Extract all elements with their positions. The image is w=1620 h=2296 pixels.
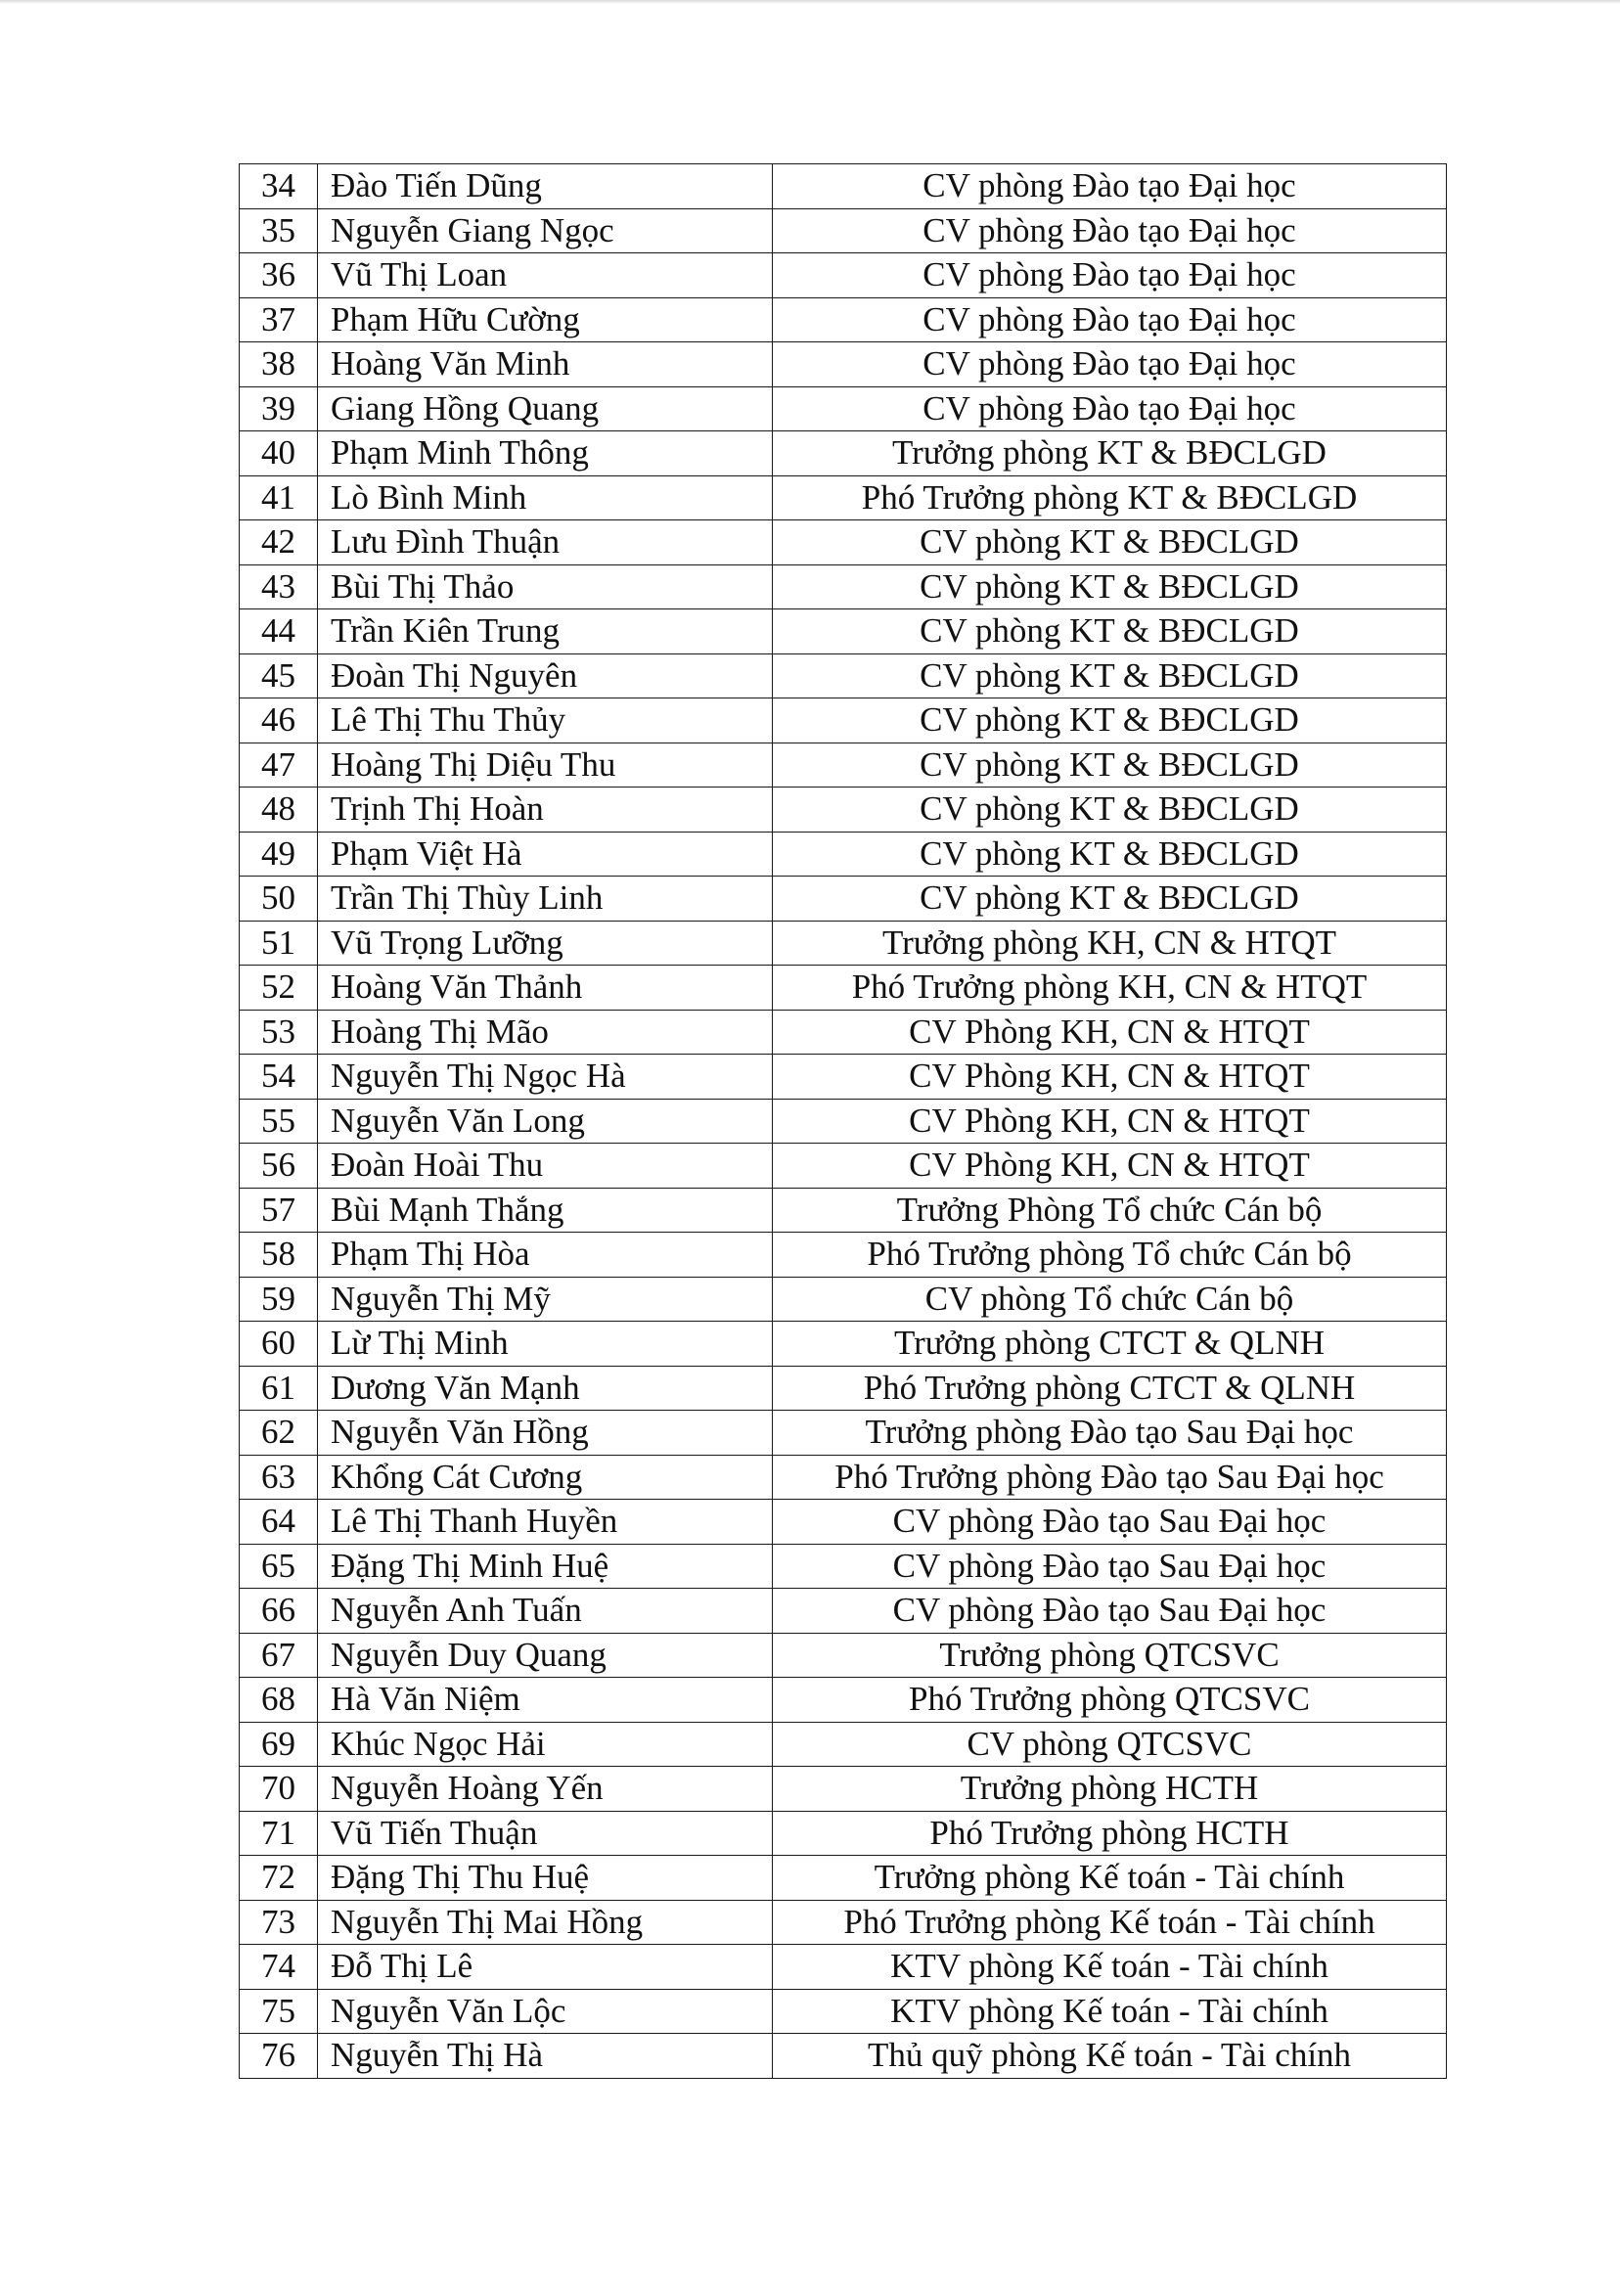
staff-position: Phó Trưởng phòng KH, CN & HTQT <box>773 966 1447 1011</box>
staff-name: Vũ Trọng Lưỡng <box>318 921 773 966</box>
row-number: 42 <box>240 520 318 565</box>
table-row <box>240 921 1447 966</box>
table-row <box>240 1099 1447 1144</box>
row-number: 36 <box>240 253 318 298</box>
row-number: 65 <box>240 1544 318 1589</box>
row-number: 39 <box>240 386 318 431</box>
row-number: 70 <box>240 1767 318 1812</box>
row-number: 72 <box>240 1856 318 1901</box>
table-row <box>240 1188 1447 1233</box>
table-row <box>240 609 1447 654</box>
staff-position: CV Phòng KH, CN & HTQT <box>773 1010 1447 1055</box>
staff-position: CV phòng KT & BĐCLGD <box>773 877 1447 922</box>
row-number: 51 <box>240 921 318 966</box>
staff-name: Lừ Thị Minh <box>318 1322 773 1367</box>
table-row <box>240 297 1447 342</box>
row-number: 67 <box>240 1633 318 1678</box>
staff-position: Trưởng phòng HCTH <box>773 1767 1447 1812</box>
table-row <box>240 1144 1447 1189</box>
table-row <box>240 966 1447 1011</box>
staff-name: Phạm Việt Hà <box>318 832 773 877</box>
staff-position: CV phòng Đào tạo Sau Đại học <box>773 1544 1447 1589</box>
staff-position: Trưởng phòng KT & BĐCLGD <box>773 431 1447 476</box>
table-row <box>240 877 1447 922</box>
staff-name: Nguyễn Thị Mỹ <box>318 1277 773 1322</box>
staff-name: Giang Hồng Quang <box>318 386 773 431</box>
table-row <box>240 475 1447 520</box>
staff-name: Khúc Ngọc Hải <box>318 1722 773 1767</box>
row-number: 60 <box>240 1322 318 1367</box>
table-row <box>240 653 1447 698</box>
row-number: 58 <box>240 1233 318 1278</box>
staff-position: Phó Trưởng phòng QTCSVC <box>773 1678 1447 1723</box>
staff-name: Lò Bình Minh <box>318 475 773 520</box>
row-number: 46 <box>240 698 318 743</box>
table-row <box>240 788 1447 833</box>
staff-position: CV phòng Đào tạo Sau Đại học <box>773 1589 1447 1634</box>
staff-position: Phó Trưởng phòng Đào tạo Sau Đại học <box>773 1455 1447 1500</box>
row-number: 59 <box>240 1277 318 1322</box>
table-row <box>240 431 1447 476</box>
staff-position: Trưởng phòng QTCSVC <box>773 1633 1447 1678</box>
table-row <box>240 564 1447 609</box>
staff-table-body <box>240 164 1447 2079</box>
table-row <box>240 342 1447 387</box>
staff-name: Vũ Tiến Thuận <box>318 1811 773 1856</box>
staff-name: Nguyễn Giang Ngọc <box>318 208 773 253</box>
staff-position: Phó Trưởng phòng CTCT & QLNH <box>773 1366 1447 1411</box>
staff-table <box>239 163 1447 2079</box>
table-row <box>240 1811 1447 1856</box>
table-row <box>240 1767 1447 1812</box>
staff-position: KTV phòng Kế toán - Tài chính <box>773 1945 1447 1990</box>
staff-position: Trưởng phòng Đào tạo Sau Đại học <box>773 1411 1447 1456</box>
staff-position: CV Phòng KH, CN & HTQT <box>773 1099 1447 1144</box>
row-number: 64 <box>240 1500 318 1545</box>
table-row <box>240 1010 1447 1055</box>
table-row <box>240 1500 1447 1545</box>
staff-name: Bùi Thị Thảo <box>318 564 773 609</box>
staff-position: Phó Trưởng phòng Tổ chức Cán bộ <box>773 1233 1447 1278</box>
staff-name: Đỗ Thị Lê <box>318 1945 773 1990</box>
staff-position: CV phòng QTCSVC <box>773 1722 1447 1767</box>
staff-position: Trưởng phòng Kế toán - Tài chính <box>773 1856 1447 1901</box>
row-number: 52 <box>240 966 318 1011</box>
staff-position: Phó Trưởng phòng KT & BĐCLGD <box>773 475 1447 520</box>
staff-position: CV Phòng KH, CN & HTQT <box>773 1144 1447 1189</box>
row-number: 76 <box>240 2034 318 2079</box>
staff-name: Nguyễn Duy Quang <box>318 1633 773 1678</box>
table-row <box>240 698 1447 743</box>
staff-position: Thủ quỹ phòng Kế toán - Tài chính <box>773 2034 1447 2079</box>
table-row <box>240 2034 1447 2079</box>
row-number: 37 <box>240 297 318 342</box>
row-number: 55 <box>240 1099 318 1144</box>
staff-position: CV phòng Đào tạo Đại học <box>773 253 1447 298</box>
staff-position: CV phòng KT & BĐCLGD <box>773 653 1447 698</box>
row-number: 56 <box>240 1144 318 1189</box>
table-row <box>240 1411 1447 1456</box>
staff-position: CV phòng Đào tạo Đại học <box>773 342 1447 387</box>
row-number: 63 <box>240 1455 318 1500</box>
row-number: 66 <box>240 1589 318 1634</box>
staff-name: Lưu Đình Thuận <box>318 520 773 565</box>
staff-name: Nguyễn Thị Hà <box>318 2034 773 2079</box>
table-row <box>240 1455 1447 1500</box>
staff-name: Khổng Cát Cương <box>318 1455 773 1500</box>
row-number: 34 <box>240 164 318 209</box>
staff-position: Phó Trưởng phòng HCTH <box>773 1811 1447 1856</box>
table-row <box>240 1055 1447 1100</box>
row-number: 43 <box>240 564 318 609</box>
staff-position: CV phòng KT & BĐCLGD <box>773 832 1447 877</box>
staff-position: Phó Trưởng phòng Kế toán - Tài chính <box>773 1900 1447 1945</box>
table-row <box>240 1544 1447 1589</box>
row-number: 54 <box>240 1055 318 1100</box>
staff-name: Đặng Thị Thu Huệ <box>318 1856 773 1901</box>
staff-position: CV phòng KT & BĐCLGD <box>773 609 1447 654</box>
staff-position: CV phòng Tổ chức Cán bộ <box>773 1277 1447 1322</box>
staff-name: Đặng Thị Minh Huệ <box>318 1544 773 1589</box>
staff-position: CV phòng Đào tạo Đại học <box>773 164 1447 209</box>
table-row <box>240 1722 1447 1767</box>
table-row <box>240 1989 1447 2034</box>
staff-name: Hoàng Thị Mão <box>318 1010 773 1055</box>
table-row <box>240 832 1447 877</box>
row-number: 68 <box>240 1678 318 1723</box>
staff-name: Hoàng Thị Diệu Thu <box>318 743 773 788</box>
row-number: 57 <box>240 1188 318 1233</box>
table-row <box>240 1277 1447 1322</box>
staff-name: Nguyễn Văn Hồng <box>318 1411 773 1456</box>
staff-position: CV phòng KT & BĐCLGD <box>773 520 1447 565</box>
staff-name: Phạm Hữu Cường <box>318 297 773 342</box>
staff-position: CV phòng KT & BĐCLGD <box>773 698 1447 743</box>
row-number: 38 <box>240 342 318 387</box>
staff-name: Đoàn Hoài Thu <box>318 1144 773 1189</box>
staff-name: Bùi Mạnh Thắng <box>318 1188 773 1233</box>
staff-name: Hà Văn Niệm <box>318 1678 773 1723</box>
row-number: 61 <box>240 1366 318 1411</box>
staff-position: Trưởng phòng KH, CN & HTQT <box>773 921 1447 966</box>
staff-name: Đào Tiến Dũng <box>318 164 773 209</box>
staff-name: Vũ Thị Loan <box>318 253 773 298</box>
staff-name: Đoàn Thị Nguyên <box>318 653 773 698</box>
staff-position: Trưởng phòng CTCT & QLNH <box>773 1322 1447 1367</box>
staff-name: Dương Văn Mạnh <box>318 1366 773 1411</box>
scan-top-edge <box>0 0 1620 4</box>
staff-name: Nguyễn Anh Tuấn <box>318 1589 773 1634</box>
table-row <box>240 1322 1447 1367</box>
staff-name: Trịnh Thị Hoàn <box>318 788 773 833</box>
table-row <box>240 1678 1447 1723</box>
staff-position: CV phòng Đào tạo Đại học <box>773 208 1447 253</box>
staff-name: Trần Kiên Trung <box>318 609 773 654</box>
row-number: 62 <box>240 1411 318 1456</box>
row-number: 47 <box>240 743 318 788</box>
row-number: 75 <box>240 1989 318 2034</box>
table-row <box>240 1366 1447 1411</box>
row-number: 41 <box>240 475 318 520</box>
table-row <box>240 386 1447 431</box>
row-number: 50 <box>240 877 318 922</box>
staff-position: CV phòng KT & BĐCLGD <box>773 788 1447 833</box>
row-number: 49 <box>240 832 318 877</box>
table-row <box>240 1945 1447 1990</box>
staff-position: CV phòng KT & BĐCLGD <box>773 564 1447 609</box>
staff-name: Nguyễn Hoàng Yến <box>318 1767 773 1812</box>
staff-position: CV phòng Đào tạo Sau Đại học <box>773 1500 1447 1545</box>
staff-position: CV Phòng KH, CN & HTQT <box>773 1055 1447 1100</box>
staff-name: Phạm Thị Hòa <box>318 1233 773 1278</box>
table-row <box>240 1589 1447 1634</box>
row-number: 69 <box>240 1722 318 1767</box>
staff-position: Trưởng Phòng Tổ chức Cán bộ <box>773 1188 1447 1233</box>
row-number: 35 <box>240 208 318 253</box>
row-number: 44 <box>240 609 318 654</box>
staff-position: KTV phòng Kế toán - Tài chính <box>773 1989 1447 2034</box>
row-number: 53 <box>240 1010 318 1055</box>
table-row <box>240 253 1447 298</box>
table-row <box>240 1856 1447 1901</box>
staff-name: Phạm Minh Thông <box>318 431 773 476</box>
row-number: 74 <box>240 1945 318 1990</box>
staff-name: Lê Thị Thu Thủy <box>318 698 773 743</box>
staff-position: CV phòng KT & BĐCLGD <box>773 743 1447 788</box>
table-row <box>240 1633 1447 1678</box>
staff-name: Hoàng Văn Minh <box>318 342 773 387</box>
table-row <box>240 520 1447 565</box>
staff-name: Nguyễn Văn Lộc <box>318 1989 773 2034</box>
staff-name: Trần Thị Thùy Linh <box>318 877 773 922</box>
table-row <box>240 164 1447 209</box>
table-row <box>240 743 1447 788</box>
staff-position: CV phòng Đào tạo Đại học <box>773 297 1447 342</box>
staff-name: Nguyễn Thị Mai Hồng <box>318 1900 773 1945</box>
staff-position: CV phòng Đào tạo Đại học <box>773 386 1447 431</box>
staff-list-page <box>239 163 1446 2079</box>
row-number: 48 <box>240 788 318 833</box>
row-number: 45 <box>240 653 318 698</box>
staff-name: Lê Thị Thanh Huyền <box>318 1500 773 1545</box>
table-row <box>240 208 1447 253</box>
row-number: 40 <box>240 431 318 476</box>
staff-name: Nguyễn Văn Long <box>318 1099 773 1144</box>
staff-name: Hoàng Văn Thảnh <box>318 966 773 1011</box>
table-row <box>240 1233 1447 1278</box>
table-row <box>240 1900 1447 1945</box>
row-number: 71 <box>240 1811 318 1856</box>
row-number: 73 <box>240 1900 318 1945</box>
staff-name: Nguyễn Thị Ngọc Hà <box>318 1055 773 1100</box>
